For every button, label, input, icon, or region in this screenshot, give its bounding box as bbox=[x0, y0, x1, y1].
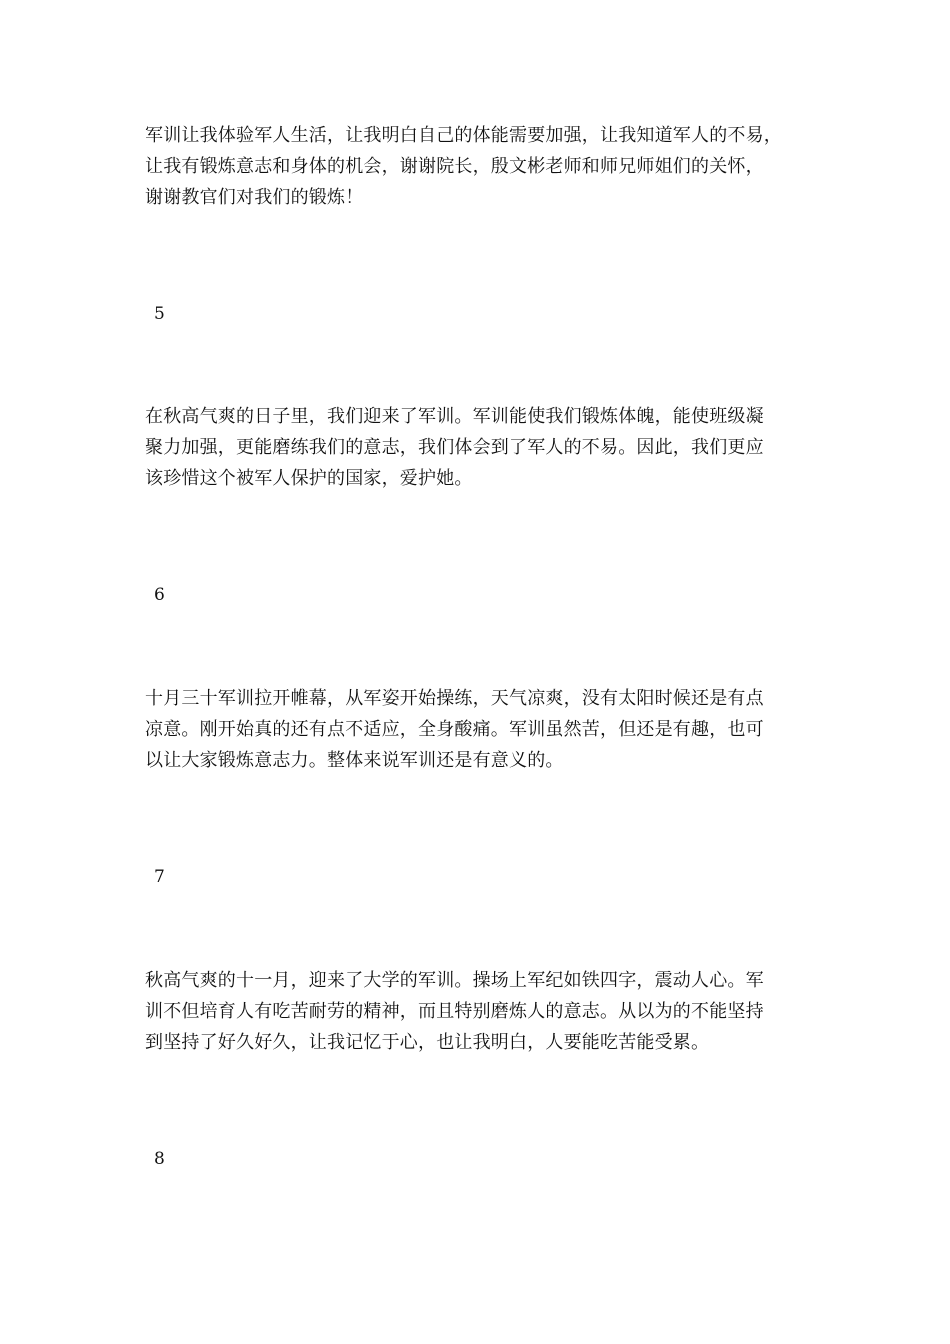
paragraph-line: 在秋高气爽的日子里，我们迎来了军训。军训能使我们锻炼体魄，能使班级凝 bbox=[145, 406, 764, 427]
section-number-5: 5 bbox=[154, 304, 165, 324]
paragraph-line: 该珍惜这个被军人保护的国家，爱护她。 bbox=[145, 468, 473, 489]
paragraph-line: 到坚持了好久好久，让我记忆于心，也让我明白，人要能吃苦能受累。 bbox=[145, 1032, 710, 1053]
paragraph-1 bbox=[145, 120, 835, 213]
paragraph-line: 训不但培育人有吃苦耐劳的精神，而且特别磨炼人的意志。从以为的不能坚持 bbox=[145, 1001, 764, 1022]
paragraph-line: 秋高气爽的十一月，迎来了大学的军训。操场上军纪如铁四字，震动人心。军 bbox=[145, 970, 764, 991]
paragraph-2 bbox=[145, 401, 835, 494]
paragraph-line: 军训让我体验军人生活，让我明白自己的体能需要加强，让我知道军人的不易， bbox=[145, 125, 782, 146]
section-number-8: 8 bbox=[154, 1149, 165, 1169]
paragraph-line: 谢谢教官们对我们的锻炼！ bbox=[145, 187, 364, 208]
section-number-6: 6 bbox=[154, 585, 165, 605]
paragraph-line: 以让大家锻炼意志力。整体来说军训还是有意义的。 bbox=[145, 750, 564, 771]
paragraph-line: 十月三十军训拉开帷幕，从军姿开始操练，天气凉爽，没有太阳时候还是有点 bbox=[145, 688, 764, 709]
section-number-7: 7 bbox=[154, 867, 165, 887]
paragraph-4 bbox=[145, 965, 835, 1058]
paragraph-line: 让我有锻炼意志和身体的机会，谢谢院长，殷文彬老师和师兄师姐们的关怀， bbox=[145, 156, 764, 177]
paragraph-line: 聚力加强，更能磨练我们的意志，我们体会到了军人的不易。因此，我们更应 bbox=[145, 437, 764, 458]
paragraph-line: 凉意。刚开始真的还有点不适应，全身酸痛。军训虽然苦，但还是有趣，也可 bbox=[145, 719, 764, 740]
paragraph-3 bbox=[145, 683, 835, 776]
